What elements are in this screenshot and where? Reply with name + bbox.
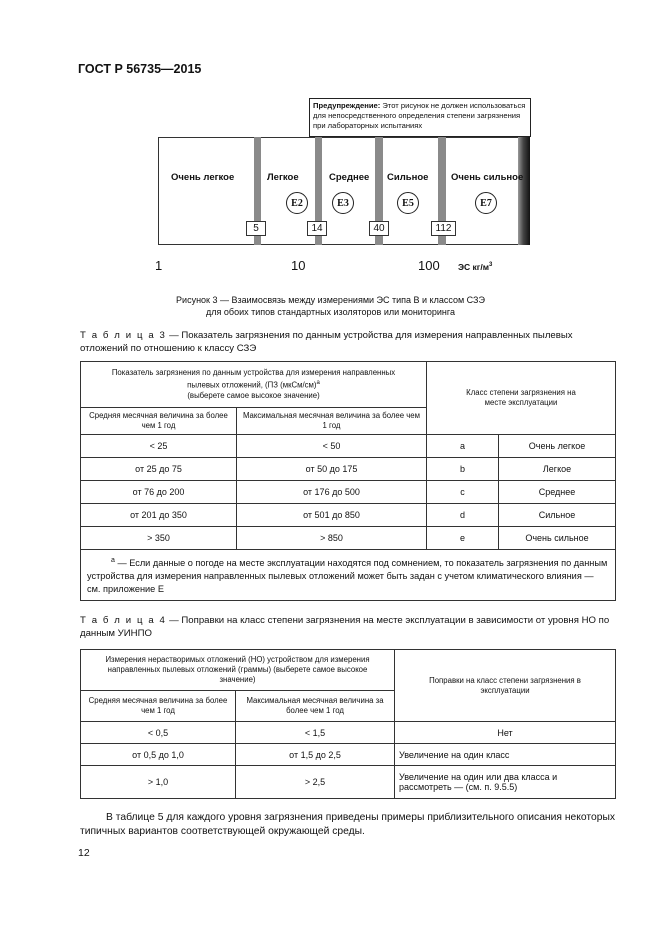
table4-cell-avg: > 1,0	[81, 766, 236, 799]
axis-unit-text: ЭС кг/м	[458, 262, 489, 272]
figure-caption-line1: Рисунок 3 — Взаимосвязь между измерениями ЭС типа В и классом СЗЭ	[176, 295, 485, 305]
level-label-very-light: Очень легкое	[171, 172, 235, 183]
table-row	[81, 458, 616, 481]
table3-cell-code: c	[427, 481, 499, 504]
table3-cell-max: от 176 до 500	[237, 481, 427, 504]
warning-title: Предупреждение:	[313, 101, 381, 110]
table3-cell-code: d	[427, 504, 499, 527]
level-label-medium: Среднее	[329, 172, 370, 183]
table-row	[81, 481, 616, 504]
table-row	[81, 722, 616, 744]
scale-end-bar	[518, 137, 530, 245]
table-row	[81, 766, 616, 799]
table3-cell-avg: > 350	[81, 527, 237, 550]
table3-cell-level: Легкое	[499, 458, 616, 481]
table3-cell-level: Очень сильное	[499, 527, 616, 550]
table3-cell-level: Среднее	[499, 481, 616, 504]
warning-text: Этот рисунок не должен использоваться для непосредственного определения степени загрязнения при лабораторных испытаниях	[313, 101, 526, 130]
table4-cell-max: < 1,5	[236, 722, 395, 744]
level-label-heavy: Сильное	[387, 172, 429, 183]
table3-head-main-line3: (выберете самое высокое значение)	[187, 390, 320, 400]
threshold-5: 5	[246, 221, 266, 236]
table-row	[81, 744, 616, 766]
table3-head-main-line2	[85, 378, 422, 391]
table3-head-main-line1: Показатель загрязнения по данным устройства для измерения направленных	[111, 368, 396, 378]
table3-cell-code: a	[427, 435, 499, 458]
table-row	[81, 504, 616, 527]
table3	[80, 361, 616, 601]
axis-unit-sup: 3	[489, 262, 493, 269]
table4-head-right: Поправки на класс степени загрязнения в эксплуатации	[395, 650, 616, 722]
table4-cell-corr: Увеличение на один или два класса и рассмотреть — (см. п. 9.5.5)	[395, 766, 616, 799]
threshold-112: 112	[431, 221, 456, 236]
class-circle-e7: E7	[475, 192, 497, 214]
document-header: ГОСТ Р 56735—2015	[78, 62, 202, 76]
table3-label: Т а б л и ц а 3	[80, 330, 167, 341]
axis-tick-10: 10	[291, 258, 306, 273]
table3-cell-level: Очень легкое	[499, 435, 616, 458]
body-paragraph: В таблице 5 для каждого уровня загрязнения приведены примеры приблизительного описания некоторых типичных вариантов соответствующей окружающей среды.	[80, 812, 615, 837]
table3-cell-avg: < 25	[81, 435, 237, 458]
table3-head-main-line2-text: пылевых отложений, (ПЗ (мкСм/см)	[187, 380, 317, 390]
axis-tick-1: 1	[155, 258, 163, 273]
table3-head-right: Класс степени загрязнения на месте эксплуатации	[427, 362, 616, 435]
table4-label: Т а б л и ц а 4	[80, 615, 167, 626]
figure-frame	[158, 137, 530, 245]
class-circle-e5: E5	[397, 192, 419, 214]
page-number: 12	[78, 847, 90, 859]
figure-caption	[0, 294, 661, 318]
table3-head-main	[81, 362, 427, 408]
table4-head-max: Максимальная месячная величина за более чем 1 год	[236, 691, 395, 722]
table3-cell-max: > 850	[237, 527, 427, 550]
table3-footnote-mark: a	[111, 557, 115, 564]
table3-cell-max: < 50	[237, 435, 427, 458]
table4-cell-corr: Увеличение на один класс	[395, 744, 616, 766]
table3-footnote-text: — Если данные о погоде на месте эксплуатации находятся под сомнением, то показатель загрязнения по данным устройства для измерения направленных пылевых отложений может быть задан с учетом климатического влияния — см. приложение Е	[87, 558, 608, 595]
table4-head-main: Измерения нерастворимых отложений (НО) устройством для измерения направленных пылевых отложений (граммы) (выберете самое высокое значение)	[81, 650, 395, 691]
table4-caption	[80, 615, 615, 640]
table3-caption	[80, 330, 615, 355]
level-label-light: Легкое	[267, 172, 299, 183]
figure-warning-box	[309, 98, 531, 137]
table3-cell-max: от 50 до 175	[237, 458, 427, 481]
axis-tick-100: 100	[418, 258, 440, 273]
table3-head-avg: Средняя месячная величина за более чем 1 год	[81, 408, 237, 435]
table4-cell-avg: от 0,5 до 1,0	[81, 744, 236, 766]
table3-cell-max: от 501 до 850	[237, 504, 427, 527]
table3-head-main-sup: a	[316, 380, 320, 387]
table3-footnote	[81, 550, 616, 601]
axis-unit	[458, 262, 492, 272]
table3-cell-code: b	[427, 458, 499, 481]
table4-cell-corr: Нет	[395, 722, 616, 744]
threshold-14: 14	[307, 221, 327, 236]
class-circle-e3: E3	[332, 192, 354, 214]
table-row	[81, 527, 616, 550]
table4	[80, 649, 616, 799]
table3-cell-avg: от 201 до 350	[81, 504, 237, 527]
table3-cell-avg: от 25 до 75	[81, 458, 237, 481]
table3-cell-avg: от 76 до 200	[81, 481, 237, 504]
table4-title: — Поправки на класс степени загрязнения на месте эксплуатации в зависимости от уровня НО по данным УИНПО	[80, 615, 610, 639]
table4-cell-max: от 1,5 до 2,5	[236, 744, 395, 766]
level-label-very-heavy: Очень сильное	[451, 172, 524, 183]
threshold-40: 40	[369, 221, 389, 236]
table-row	[81, 435, 616, 458]
class-circle-e2: E2	[286, 192, 308, 214]
table4-head-avg: Средняя месячная величина за более чем 1 год	[81, 691, 236, 722]
figure-caption-line2: для обоих типов стандартных изоляторов или мониторинга	[206, 307, 455, 317]
table3-head-max: Максимальная месячная величина за более чем 1 год	[237, 408, 427, 435]
table4-cell-avg: < 0,5	[81, 722, 236, 744]
table3-title: — Показатель загрязнения по данным устройства для измерения направленных пылевых отложений по отношению к классу СЗЭ	[80, 330, 573, 354]
table3-cell-code: e	[427, 527, 499, 550]
table3-cell-level: Сильное	[499, 504, 616, 527]
table4-cell-max: > 2,5	[236, 766, 395, 799]
